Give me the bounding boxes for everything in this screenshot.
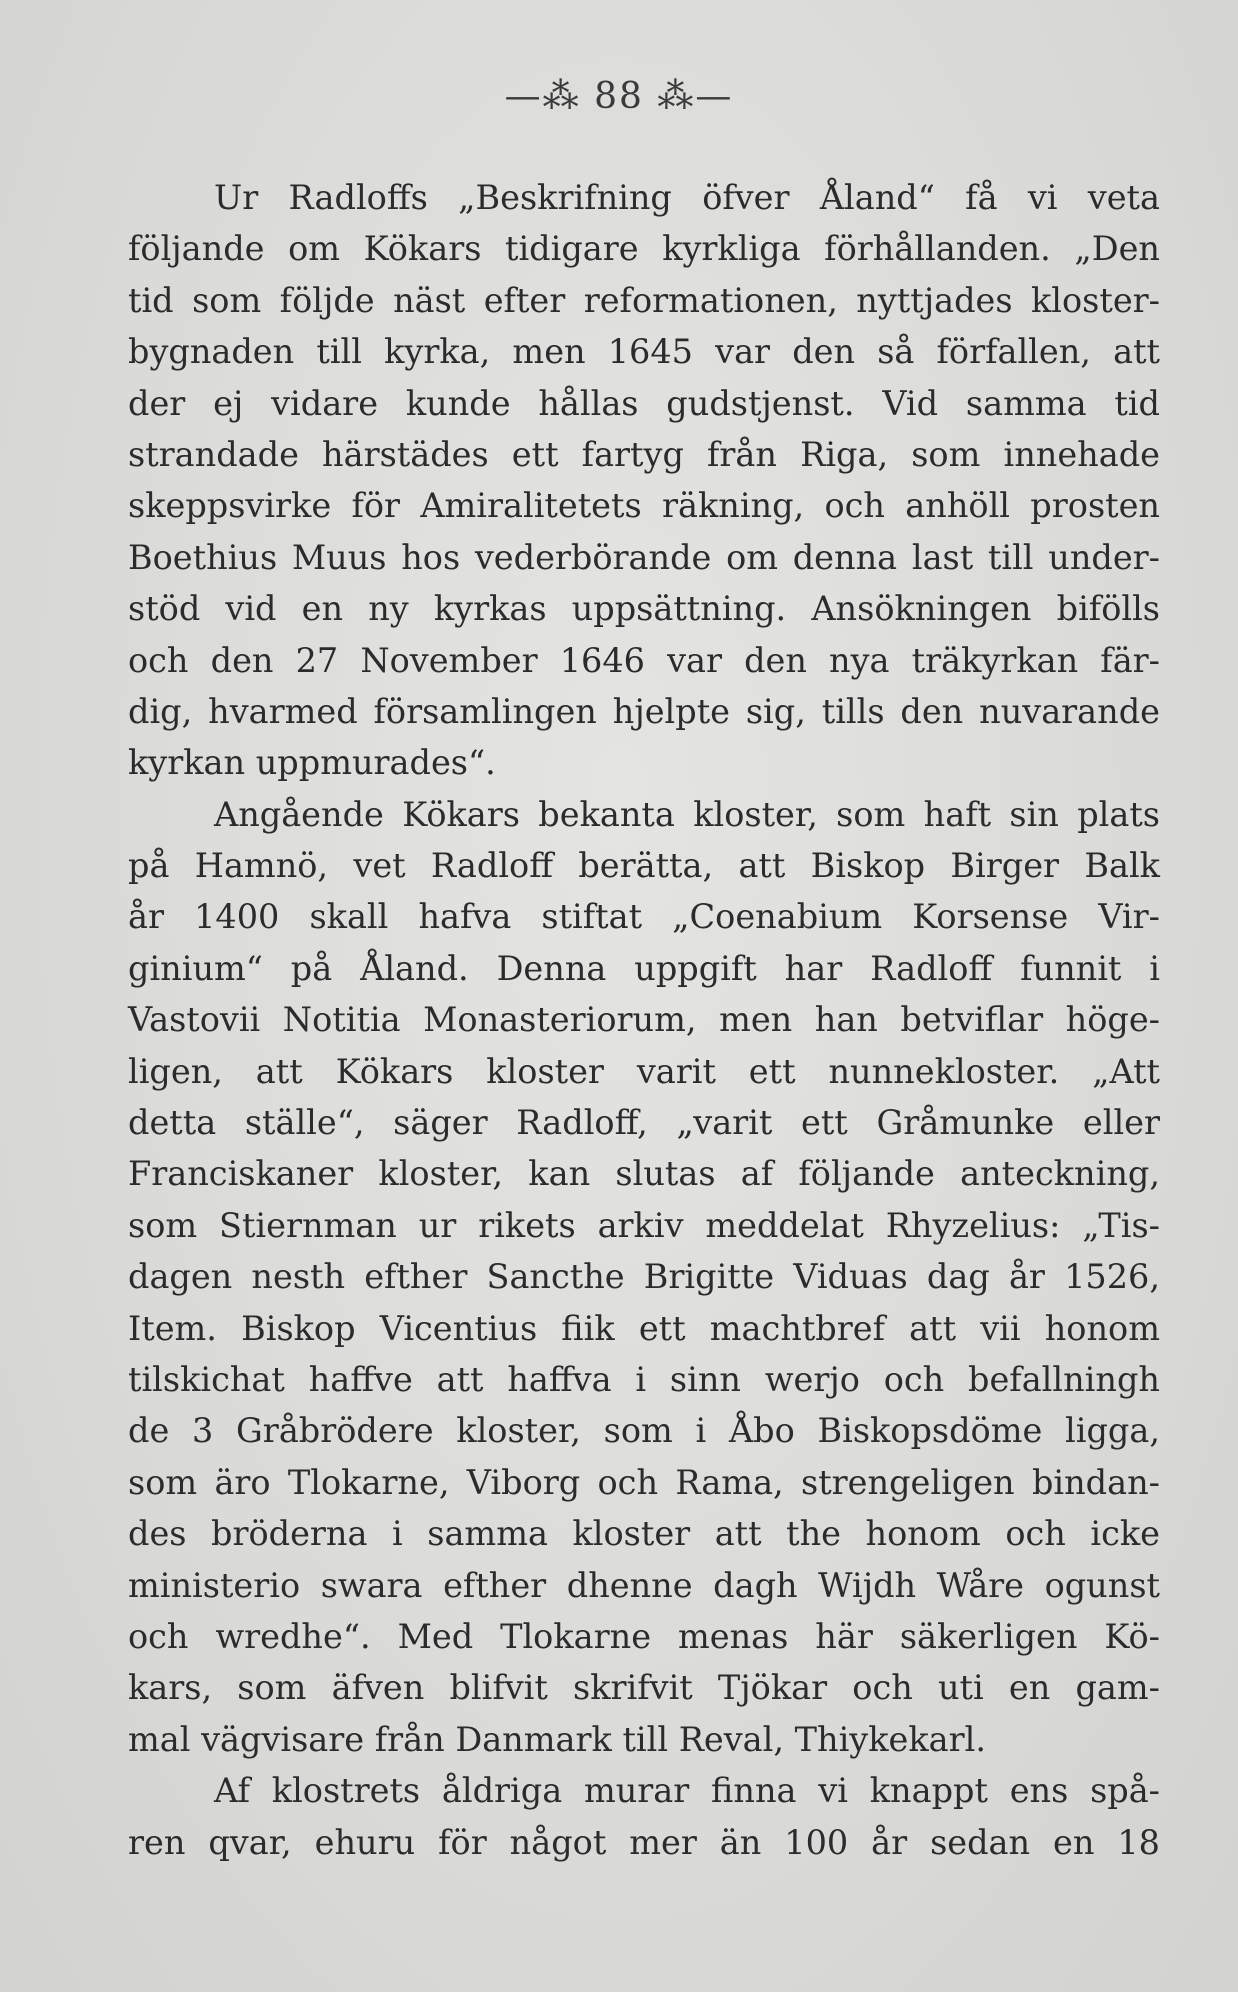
text-line: bygnaden till kyrka, men 1645 var den så förfallen, att (128, 332, 1160, 372)
text-line: Vastovii Notitia Monasteriorum, men han betviflar höge- (128, 1000, 1160, 1040)
text-line: tilskichat haffve att haffva i sinn werjo och befallningh (128, 1359, 1160, 1399)
text-line: de 3 Gråbrödere kloster, som i Åbo Biskopsdöme ligga, (128, 1411, 1160, 1451)
text-line: detta ställe“, säger Radloff, „varit ett Gråmunke eller (128, 1103, 1160, 1143)
text-line: kyrkan uppmurades“. (128, 743, 496, 783)
text-line: följande om Kökars tidigare kyrkliga förhållanden. „Den (128, 229, 1160, 269)
text-line: stöd vid en ny kyrkas uppsättning. Ansökningen bifölls (128, 589, 1160, 629)
text-line: der ej vidare kunde hållas gudstjenst. Vid samma tid (128, 383, 1160, 423)
text-line: ren qvar, ehuru för något mer än 100 år sedan en 18 (128, 1822, 1160, 1862)
text-line: på Hamnö, vet Radloff berätta, att Biskop Birger Balk (128, 846, 1160, 886)
text-line: Af klostrets åldriga murar finna vi knappt ens spå- (214, 1771, 1160, 1811)
text-line: tid som följde näst efter reformationen, nyttjades kloster- (128, 280, 1160, 320)
text-line: ligen, att Kökars kloster varit ett nunnekloster. „Att (128, 1051, 1160, 1091)
text-line: dig, hvarmed församlingen hjelpte sig, tills den nuvarande (128, 691, 1160, 731)
body-text (128, 172, 1160, 1868)
text-line: skeppsvirke för Amiralitetets räkning, och anhöll prosten (128, 486, 1160, 526)
text-line: Ur Radloffs „Beskrifning öfver Åland“ få vi veta (214, 178, 1160, 217)
text-line: des bröderna i samma kloster att the honom och icke (128, 1514, 1160, 1554)
text-line: Angående Kökars bekanta kloster, som haft sin plats (214, 794, 1160, 834)
text-line: ginium“ på Åland. Denna uppgift har Radloff funnit i (128, 948, 1160, 988)
page-number: —⁂ 88 ⁂— (504, 76, 734, 117)
text-line: Franciskaner kloster, kan slutas af följande anteckning, (128, 1154, 1160, 1194)
text-line: Boethius Muus hos vederbörande om denna last till under- (128, 537, 1160, 577)
text-line: dagen nesth efther Sancthe Brigitte Viduas dag år 1526, (128, 1257, 1160, 1297)
text-line: som Stiernman ur rikets arkiv meddelat Rhyzelius: „Tis- (128, 1205, 1160, 1245)
text-line: strandade härstädes ett fartyg från Riga, som innehade (128, 434, 1160, 474)
text-line: mal vägvisare från Danmark till Reval, Thiykekarl. (128, 1719, 986, 1759)
text-line: och den 27 November 1646 var den nya träkyrkan fär- (128, 640, 1160, 680)
text-line: kars, som äfven blifvit skrifvit Tjökar och uti en gam- (128, 1668, 1160, 1708)
text-line: år 1400 skall hafva stiftat „Coenabium Korsense Vir- (128, 897, 1160, 937)
text-line: Item. Biskop Vicentius fiik ett machtbref att vii honom (128, 1308, 1160, 1348)
text-line: ministerio swara efther dhenne dagh Wijdh Wåre ogunst (128, 1565, 1160, 1605)
text-line: och wredhe“. Med Tlokarne menas här säkerligen Kö- (128, 1616, 1160, 1656)
text-line: som äro Tlokarne, Viborg och Rama, strengeligen bindan- (128, 1462, 1160, 1502)
